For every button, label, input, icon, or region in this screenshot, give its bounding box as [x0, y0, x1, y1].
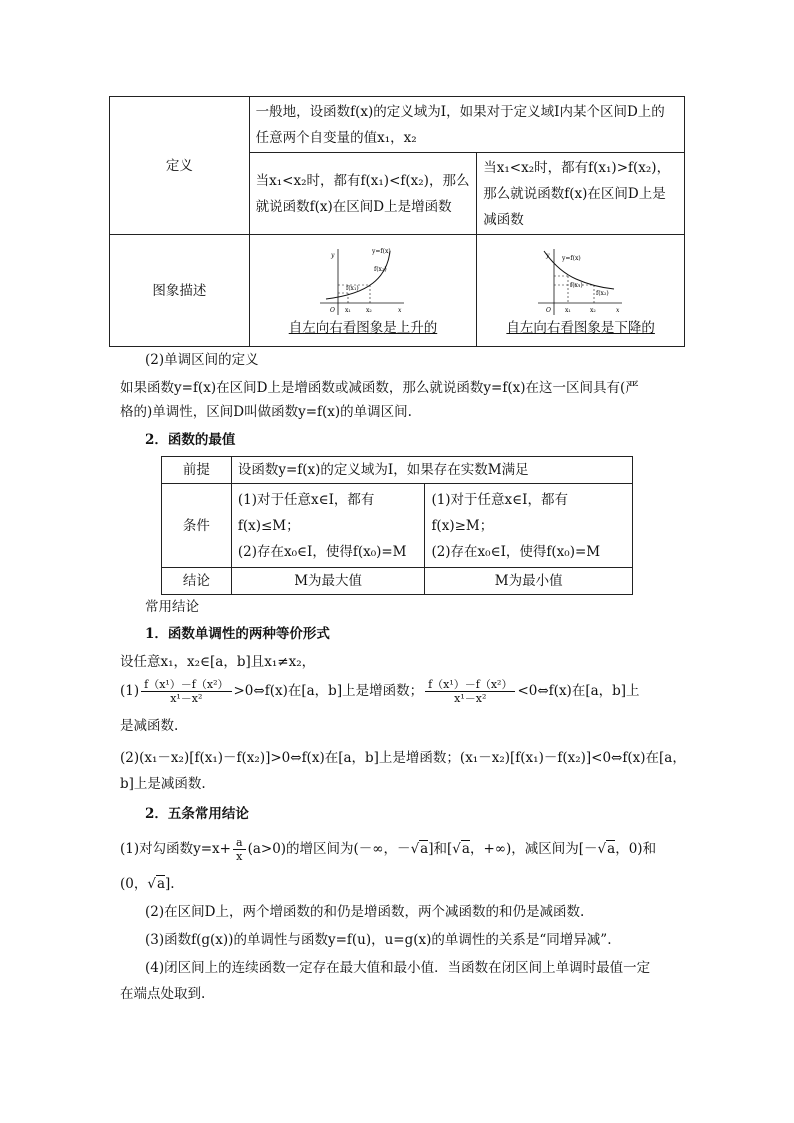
premise-label: 前提 — [162, 457, 232, 484]
form-1-line-2: 是减函数. — [120, 718, 179, 734]
min-condition-line-2: (2)存在x₀∈I，使得f(x₀)=M — [431, 543, 601, 560]
rule-1-line-2-a: (0， — [120, 876, 148, 892]
monotonic-interval-heading: (2)单调区间的定义 — [145, 352, 259, 368]
equivalent-forms-heading: 1．函数单调性的两种等价形式 — [145, 626, 330, 642]
conclusion-label: 结论 — [162, 568, 232, 595]
rule-1-text-e: ，0)和 — [615, 841, 657, 857]
decreasing-graph-cell — [477, 235, 685, 347]
increasing-function-graph — [318, 245, 408, 317]
form-1-increasing: >0⇔f(x)在[a，b]上是增函数； — [233, 683, 424, 699]
form-2-line-1: (2)(x₁－x₂)[f(x₁)－f(x₂)]>0⇔f(x)在[a，b]上是增函数；(x₁－x₂)[f(x₁)－f(x₂)]<0⇔f(x)在[a， — [120, 750, 686, 766]
fraction-numerator: f（x¹）－f（x²） — [425, 678, 515, 692]
fraction-denominator: x¹－x² — [170, 692, 203, 705]
monotonic-interval-text-2: 格的)单调性，区间D叫做函数y=f(x)的单调区间. — [120, 404, 412, 420]
graph-fx-label: y=f(x) — [561, 254, 581, 262]
rule-1-line-2: (0，√a]. — [120, 876, 175, 892]
rule-1-text-d: ，+∞)，减区间为[－ — [469, 841, 598, 857]
graph-origin-label: O — [545, 306, 551, 314]
graph-x1-label: x₁ — [564, 306, 571, 314]
sqrt-a: a — [607, 841, 616, 857]
max-conclusion: M为最大值 — [231, 568, 425, 595]
decreasing-condition: 当x₁<x₂时，都有f(x₁)>f(x₂)，那么就说函数f(x)在区间D上是减函数 — [477, 153, 685, 235]
monotonicity-table — [109, 96, 685, 347]
graph-origin-label: O — [329, 306, 335, 314]
rule-2: (2)在区间D上，两个增函数的和仍是增函数，两个减函数的和仍是减函数. — [145, 904, 585, 920]
sqrt-a: a — [156, 876, 166, 892]
condition-label: 条件 — [162, 484, 232, 568]
fraction-numerator: f（x¹）－f（x²） — [141, 678, 231, 692]
min-condition — [425, 484, 633, 568]
rule-4-line-1: (4)闭区间上的连续函数一定存在最大值和最小值．当函数在闭区间上单调时最值一定 — [145, 960, 651, 976]
rule-4-line-2: 在端点处取到. — [120, 986, 206, 1002]
monotonic-interval-text-1: 如果函数y=f(x)在区间D上是增函数或减函数，那么就说函数y=f(x)在这一区间具有(严 — [120, 380, 639, 396]
graph-fx-label: y=f(x) — [371, 247, 391, 255]
difference-quotient — [425, 678, 515, 705]
graph-fx2-label: f(x₂) — [373, 265, 387, 273]
sqrt-a: a — [461, 841, 470, 857]
min-condition-line-1: (1)对于任意x∈I，都有f(x)≥M； — [431, 491, 568, 534]
graph-x2-label: x₂ — [589, 306, 596, 314]
premise-text: 设函数y=f(x)的定义域为I，如果存在实数M满足 — [231, 457, 632, 484]
graph-fx2-label: f(x₂) — [595, 289, 609, 297]
decreasing-function-graph — [536, 245, 626, 317]
increasing-condition: 当x₁<x₂时，都有f(x₁)<f(x₂)，那么就说函数f(x)在区间D上是增函数 — [249, 153, 477, 235]
sqrt-a: a — [420, 841, 429, 857]
a-over-x-fraction — [233, 836, 246, 863]
graph-x-label: x — [397, 306, 402, 314]
graph-x1-label: x₁ — [344, 306, 351, 314]
graph-x2-label: x₂ — [365, 306, 372, 314]
rule-1-text-c: ]和[ — [428, 841, 453, 857]
increasing-graph-cell — [249, 235, 477, 347]
graph-fx1-label: f(x₁) — [345, 284, 359, 292]
fraction-denominator: x¹－x² — [454, 692, 487, 705]
min-conclusion: M为最小值 — [425, 568, 633, 595]
form-1-line-1 — [120, 674, 680, 708]
common-conclusions-heading: 常用结论 — [145, 599, 199, 615]
max-condition-line-3: (2)存在x₀∈I，使得f(x₀)=M — [237, 543, 407, 560]
graph-x-label: x — [615, 306, 620, 314]
max-condition — [231, 484, 425, 568]
rule-1-line-2-b: ]. — [165, 876, 175, 892]
max-condition-line-2: f(x)≤M； — [237, 517, 300, 534]
definition-intro: 一般地，设函数f(x)的定义域为I，如果对于定义域I内某个区间D上的任意两个自变量的值x₁，x₂ — [249, 97, 684, 153]
extreme-value-table — [161, 456, 633, 595]
rule-1-line-1: (1)对勾函数y=x+ $\frac{a}{x}$ (a>0)的增区间为(－∞，－√a]和[√a，+∞)，减区间为[－√a，0)和 — [120, 836, 657, 863]
rule-1-text-b: (a>0)的增区间为(－∞，－ — [247, 841, 411, 857]
rule-1-text-a: (1)对勾函数y=x+ — [120, 841, 231, 857]
graph-y-label: y — [545, 251, 550, 259]
graph-y-label: y — [330, 251, 335, 259]
rule-3: (3)函数f(g(x))的单调性与函数y=f(u)，u=g(x)的单调性的关系是“同增异减”. — [145, 932, 612, 948]
fraction-numerator: a — [233, 836, 246, 850]
graph-fx1-label: f(x₁) — [569, 281, 583, 289]
form-1-decreasing: <0⇔f(x)在[a，b]上 — [517, 683, 640, 699]
form-1-prefix: (1) — [120, 683, 140, 699]
difference-quotient — [141, 678, 231, 705]
five-conclusions-heading: 2．五条常用结论 — [145, 806, 249, 822]
max-condition-line-1: (1)对于任意x∈I，都有 — [237, 491, 375, 508]
graph-label: 图象描述 — [110, 235, 250, 347]
decreasing-caption: 自左向右看图象是下降的 — [506, 319, 655, 336]
form-2-line-2: b]上是减函数. — [120, 776, 206, 792]
extreme-value-heading: 2．函数的最值 — [145, 432, 236, 448]
definition-label: 定义 — [110, 97, 250, 235]
increasing-caption: 自左向右看图象是上升的 — [288, 319, 438, 336]
given-condition: 设任意x₁，x₂∈[a，b]且x₁≠x₂， — [120, 654, 316, 670]
fraction-denominator: x — [236, 850, 243, 863]
